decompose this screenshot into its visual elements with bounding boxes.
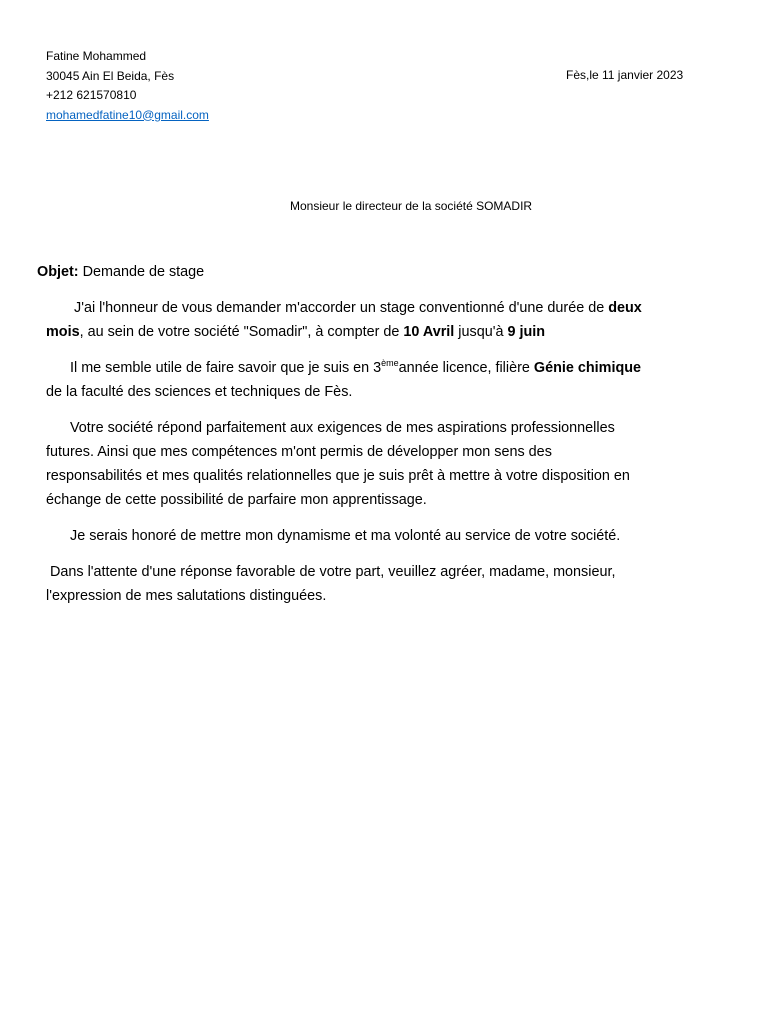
p3-line-2: futures. Ainsi que mes compétences m'ont permis de développer mon sens des [46,444,552,460]
p1-text-1: J'ai l'honneur de vous demander m'accorder un stage conventionné d'une durée de [74,300,609,316]
p5-line-1: Dans l'attente d'une réponse favorable de votre part, veuillez agréer, madame, monsieur, [50,564,616,580]
p2-text-1: Il me semble utile de faire savoir que je suis en 3 [70,360,382,376]
letter-body [37,260,736,620]
letter-date: Fès,le 11 janvier 2023 [566,68,684,82]
sender-name: Fatine Mohammed [46,49,147,63]
p1-bold-end-date: 9 juin [507,324,546,340]
subject-text: Demande de stage [78,264,205,280]
paragraph-2 [46,356,736,404]
sender-address: 30045 Ain El Beida, Fès [46,68,175,83]
subject-line [37,260,727,284]
recipient-line: Monsieur le directeur de la société SOMADIR [290,199,533,213]
p1-bold-mois: mois [46,324,80,340]
p2-bold-field: Génie chimique [533,360,642,376]
p2-text-2: année licence, filière [398,360,534,376]
paragraph-3 [46,416,736,512]
p1-bold-deux: deux [608,300,642,316]
paragraph-1 [46,296,736,344]
p2-superscript: ème [381,358,399,368]
p3-line-1: Votre société répond parfaitement aux exigences de mes aspirations professionnelles [70,420,615,436]
p2-line-2: de la faculté des sciences et techniques de Fès. [46,384,353,400]
p1-text-2: , au sein de votre société "Somadir", à compter de [79,324,404,340]
subject-label: Objet: [37,264,79,280]
sender-block [46,47,209,125]
sender-email-link[interactable]: mohamedfatine10@gmail.com [46,107,209,122]
p1-bold-start-date: 10 Avril [403,324,455,340]
p4-line-1: Je serais honoré de mettre mon dynamisme et ma volonté au service de votre société. [70,528,621,544]
paragraph-4 [46,524,736,548]
p5-line-2: l'expression de mes salutations distinguées. [46,588,327,604]
sender-phone: +212 621570810 [46,88,137,102]
paragraph-5 [46,560,736,608]
p3-line-4: échange de cette possibilité de parfaire mon apprentissage. [46,492,427,508]
p3-line-3: responsabilités et mes qualités relationnelles que je suis prêt à mettre à votre disposition en [46,468,630,484]
p1-text-3: jusqu'à [454,324,508,340]
